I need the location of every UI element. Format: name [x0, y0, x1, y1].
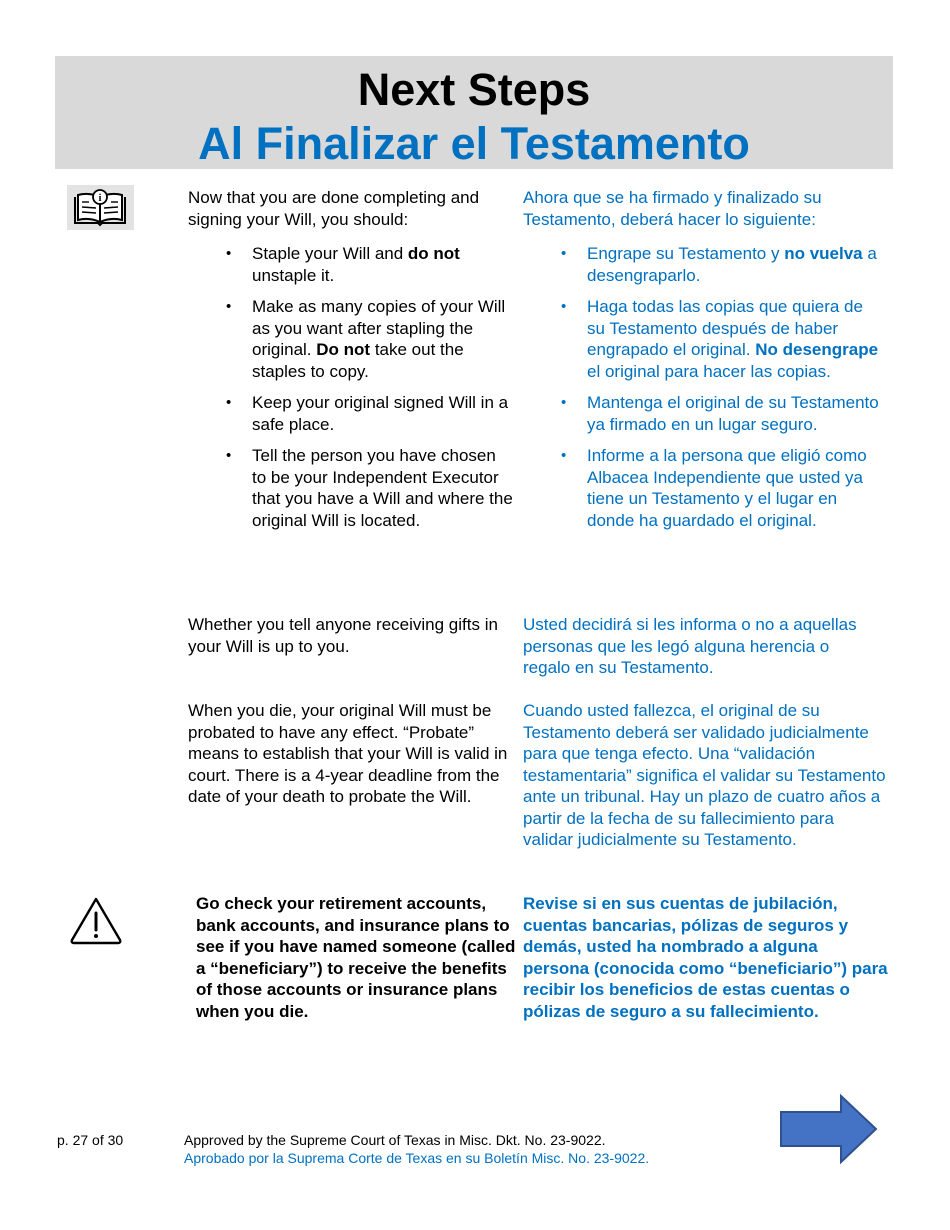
list-item: • Staple your Will and do not unstaple it. [188, 243, 513, 286]
list-item: • Haga todas las copias que quiera de su Testamento después de haber engrapado el original. No desengrape el original para hacer las copias. [523, 296, 883, 382]
approval-note-english: Approved by the Supreme Court of Texas in Misc. Dkt. No. 23-9022. [184, 1132, 606, 1148]
intro-spanish: Ahora que se ha firmado y finalizado su Testamento, deberá hacer lo siguiente: [523, 188, 822, 229]
gifts-note-english: Whether you tell anyone receiving gifts in your Will is up to you. [188, 615, 498, 656]
info-book-icon [67, 185, 134, 230]
steps-list-spanish [523, 243, 883, 531]
list-item: • Keep your original signed Will in a safe place. [188, 392, 513, 435]
list-item: • Mantenga el original de su Testamento ya firmado en un lugar seguro. [523, 392, 883, 435]
next-arrow-icon[interactable] [779, 1093, 879, 1165]
page-title-spanish: Al Finalizar el Testamento [198, 118, 750, 169]
beneficiary-warning-english: Go check your retirement accounts, bank accounts, and insurance plans to see if you have named someone (called a “beneficiary”) to receive the benefits of those accounts or insurance plans when you die. [196, 894, 516, 1021]
section1-english [188, 187, 513, 531]
svg-text:i: i [98, 193, 102, 204]
steps-list-english [188, 243, 513, 531]
beneficiary-warning-spanish: Revise si en sus cuentas de jubilación, cuentas bancarias, pólizas de seguros y demás, usted ha nombrado a alguna persona (conocida como “beneficiario”) para recibir los beneficios de estas cuentas o pólizas de seguro a su fallecimiento. [523, 894, 888, 1021]
list-item: • Engrape su Testamento y no vuelva a desengraparlo. [523, 243, 883, 286]
page-title: Next Steps [357, 64, 591, 115]
probate-note-english: When you die, your original Will must be probated to have any effect. “Probate” means to establish that your Will is valid in court. There is a 4-year deadline from the date of your death to probate the Will. [188, 701, 508, 806]
intro-english: Now that you are done completing and signing your Will, you should: [188, 188, 480, 229]
probate-note-spanish: Cuando usted fallezca, el original de su Testamento deberá ser validado judicialmente para que tenga efecto. Una “validación testamentaria” significa el validar su Testamento ante un tribunal. Hay un plazo de cuatro años a partir de la fecha de su fallecimiento para validar judicialmente su Testamento. [523, 701, 886, 849]
page-header [55, 56, 893, 169]
gifts-note-spanish: Usted decidirá si les informa o no a aquellas personas que les legó alguna herencia o regalo en su Testamento. [523, 615, 857, 677]
section1-spanish [523, 187, 883, 531]
list-item: • Informe a la persona que eligió como Albacea Independiente que usted ya tiene un Testamento y el lugar en donde ha guardado el original. [523, 445, 883, 531]
list-item: • Tell the person you have chosen to be your Independent Executor that you have a Will and where the original Will is located. [188, 445, 513, 531]
approval-note-spanish: Aprobado por la Suprema Corte de Texas en su Boletín Misc. No. 23-9022. [184, 1150, 650, 1166]
page-number: p. 27 of 30 [57, 1132, 124, 1148]
warning-triangle-icon [66, 893, 126, 948]
list-item: • Make as many copies of your Will as you want after stapling the original. Do not take out the staples to copy. [188, 296, 513, 382]
